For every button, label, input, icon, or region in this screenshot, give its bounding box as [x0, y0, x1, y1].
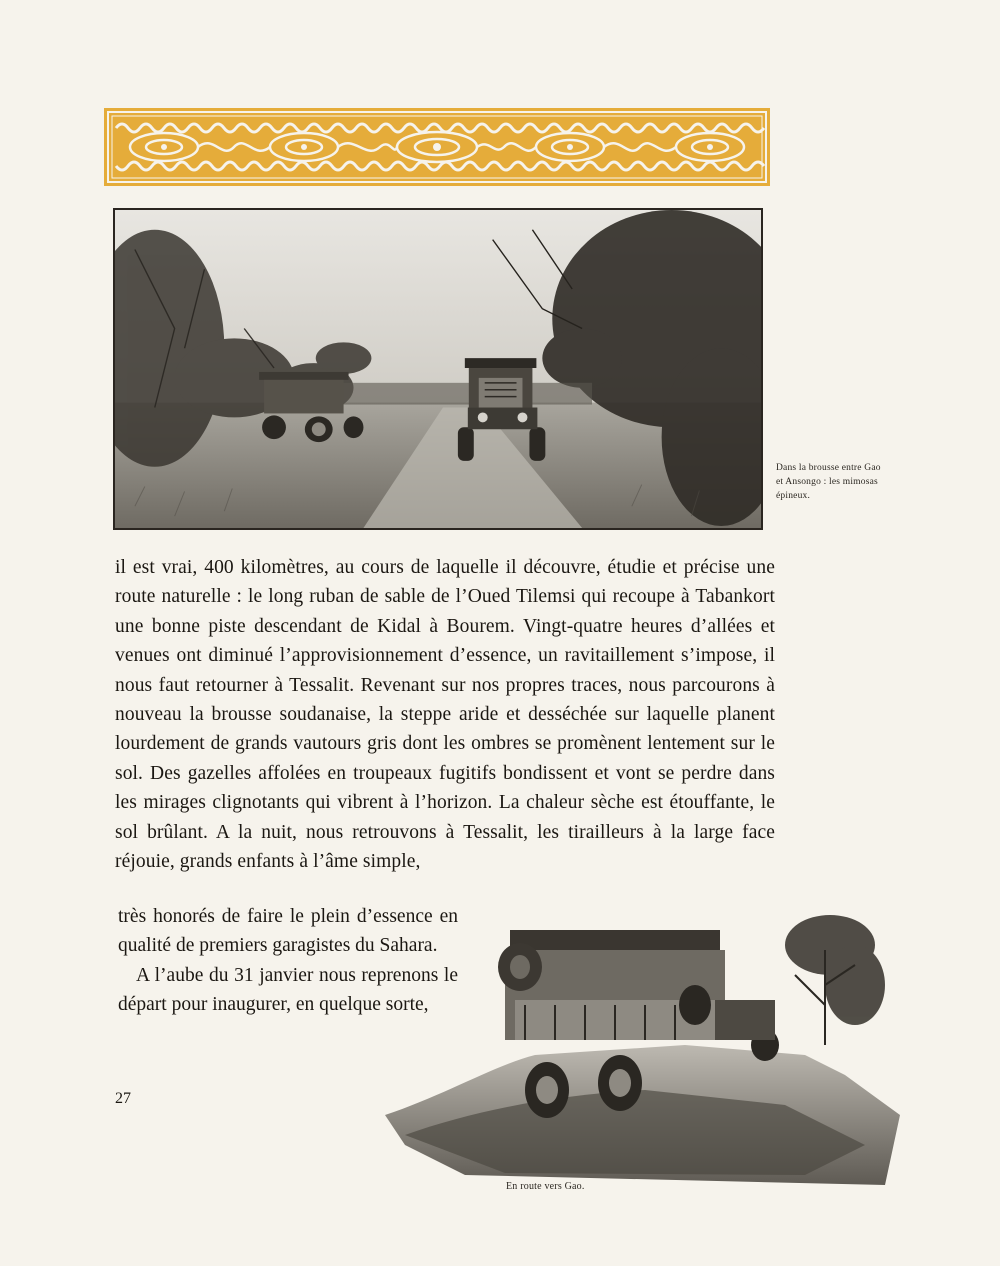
body-paragraph-next: A l’aube du 31 janvier nous reprenons le départ pour inaugurer, en quelque sorte,: [118, 964, 458, 1016]
photo-trucks-in-bush: [113, 208, 763, 530]
bush-trucks-image-icon: [115, 210, 761, 528]
arabesque-ornament-icon: [104, 108, 770, 186]
truck-road-image-icon: [385, 905, 900, 1195]
ornamental-header-band: [104, 108, 770, 186]
page-number: 27: [115, 1090, 131, 1107]
caption-bottom-photo: En route vers Gao.: [506, 1181, 585, 1192]
body-paragraph-continued: très honorés de faire le plein d’essence en qualité de premiers garagistes du Sahara.: [118, 906, 458, 957]
body-paragraph-main: il est vrai, 400 kilomètres, au cours de laquelle il découvre, étudie et précise une route naturelle : le long ruban de sable de l’Oued Tilemsi qui recoupe à Tabankort une bonne piste descendant de Kidal à Bourem. Vingt-quatre heures d’allées et venues ont diminué l’approvisionnement d’essence, un ravitaillement s’impose, il nous faut retourner à Tessalit. Revenant sur nos propres traces, nous parcourons à nouveau la brousse soudanaise, la steppe aride et desséchée sur laquelle planent lourdement de grands vautours gris dont les ombres se promènent lentement sur le sol. Des gazelles affolées en troupeaux fugitifs bondissent et vont se perdre dans les mirages clignotants qui vibrent à l’horizon. La chaleur sèche est étouffante, le sol brûlant. A la nuit, nous retrouvons à Tessalit, les tirailleurs à la large face réjouie, grands enfants à l’âme simple,: [115, 557, 775, 873]
photo-truck-en-route: [385, 905, 900, 1195]
caption-top-photo: Dans la brousse entre Gao et Ansongo : les mimosas épineux.: [776, 463, 881, 501]
